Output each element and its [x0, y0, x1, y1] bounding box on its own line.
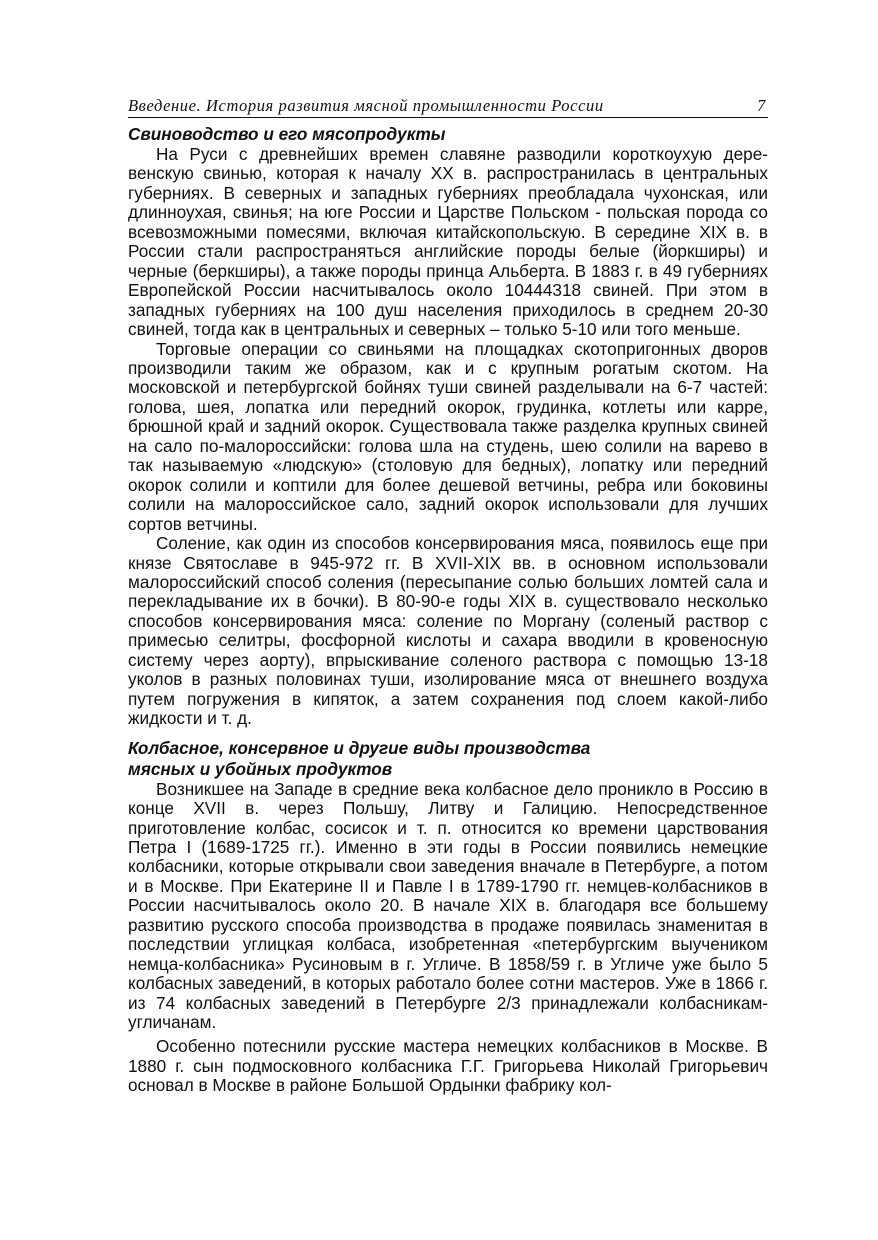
- section-heading-line: Свиноводство и его мясопродукты: [128, 124, 446, 144]
- section-heading: [128, 124, 768, 145]
- section-heading-line: Колбасное, консервное и другие виды производства: [128, 737, 591, 758]
- page-number: 7: [757, 96, 766, 115]
- body-paragraph: Особенно потеснили русские мастера немецких колбасников в Москве. В 1880 г. сын подмосковного колбасника Г.Г. Григорьева Николай Григорьевич основал в Москве в районе Большой Ордынки фабрику кол-: [128, 1036, 768, 1096]
- section-heading-line: мясных и убойных продуктов: [128, 758, 393, 779]
- section-heading: [128, 738, 768, 780]
- body-paragraph: Соление, как один из способов консервирования мяса, появилось еще при князе Святославе в 945-972 гг. В XVII-XIX вв. в основном использовали малороссийский способ соления (пересыпание солью больших ломтей сала и перекладывание их в бочки). В 80-90-е годы XIX в. существовало несколько способов консервирования мяса: соление по Моргану (соленый раствор с примесью селитры, фосфорной кислоты и сахара вводили в кровеносную систему через аорту), впрыскивание соленого раствора с помощью 13-18 уколов в разных половинах туши, изолирование мяса от внешнего воздуха путем погружения в кипяток, а затем сохранения под слоем какой-либо жидкости и т. д.: [128, 533, 768, 729]
- book-page: [128, 96, 768, 1096]
- body-paragraph: Возникшее на Западе в средние века колбасное дело проникло в Россию в конце XVII в. через Польшу, Литву и Галицию. Непосредственное приготовление колбас, сосисок и т. п. относится ко времени царствования Петра I (1689-1725 гг.). Именно в эти годы в России появились немецкие колбасники, которые открывали свои заведения вначале в Петербурге, а потом и в Москве. При Екатерине II и Павле I в 1789-1790 гг. немцев-колбасников в России насчитывалось около 20. В начале XIX в. благодаря все большему развитию русского способа производства в продаже появилась знаменитая в последствии углицкая колбаса, изобретенная «петербургским выучеником немца-колбасника» Русиновым в г. Угличе. В 1858/59 г. в Угличе уже было 5 колбасных заведений, в которых работало более сотни мастеров. Уже в 1866 г. из 74 колбасных заведений в Петербурге 2/3 принадлежали колбасникам-угличанам.: [128, 778, 768, 1033]
- section-sausage-production: [128, 738, 768, 1096]
- section-pig-breeding: [128, 124, 768, 729]
- running-title: Введение. История развития мясной промышленности России: [128, 96, 604, 115]
- running-header: [128, 96, 768, 118]
- body-paragraph: На Руси с древнейших времен славяне разводили короткоухую деревенскую свинью, которая к началу XX в. распространилась в центральных губерниях. В северных и западных губерниях преобладала чухонская, или длинноухая, свинья; на юге России и Царстве Польском - польская порода со всевозможными помесями, включая китайскопольскую. В середине XIX в. в России стали распространяться английские породы белые (йоркширы) и черные (беркширы), а также породы принца Альберта. В 1883 г. в 49 губерниях Европейской России насчитывалось около 10444318 свиней. При этом в западных губерниях на 100 душ населения приходилось в среднем 20-30 свиней, тогда как в центральных и северных – только 5-10 или того меньше.: [128, 144, 768, 340]
- body-paragraph: Торговые операции со свиньями на площадках скотопригонных дворов производили таким же образом, как и с крупным рогатым скотом. На московской и петербургской бойнях туши свиней разделывали на 6-7 частей: голова, шея, лопатка или передний окорок, грудинка, котлеты или карре, брюшной край и задний окорок. Существовала также разделка крупных свиней на сало по-малороссийски: голова шла на студень, шею солили на варево в так называемую «людскую» (столовую для бедных), лопатку или передний окорок солили и коптили для более дешевой ветчины, ребра или боковины солили на малороссийское сало, задний окорок использовали для лучших сортов ветчины.: [128, 338, 768, 534]
